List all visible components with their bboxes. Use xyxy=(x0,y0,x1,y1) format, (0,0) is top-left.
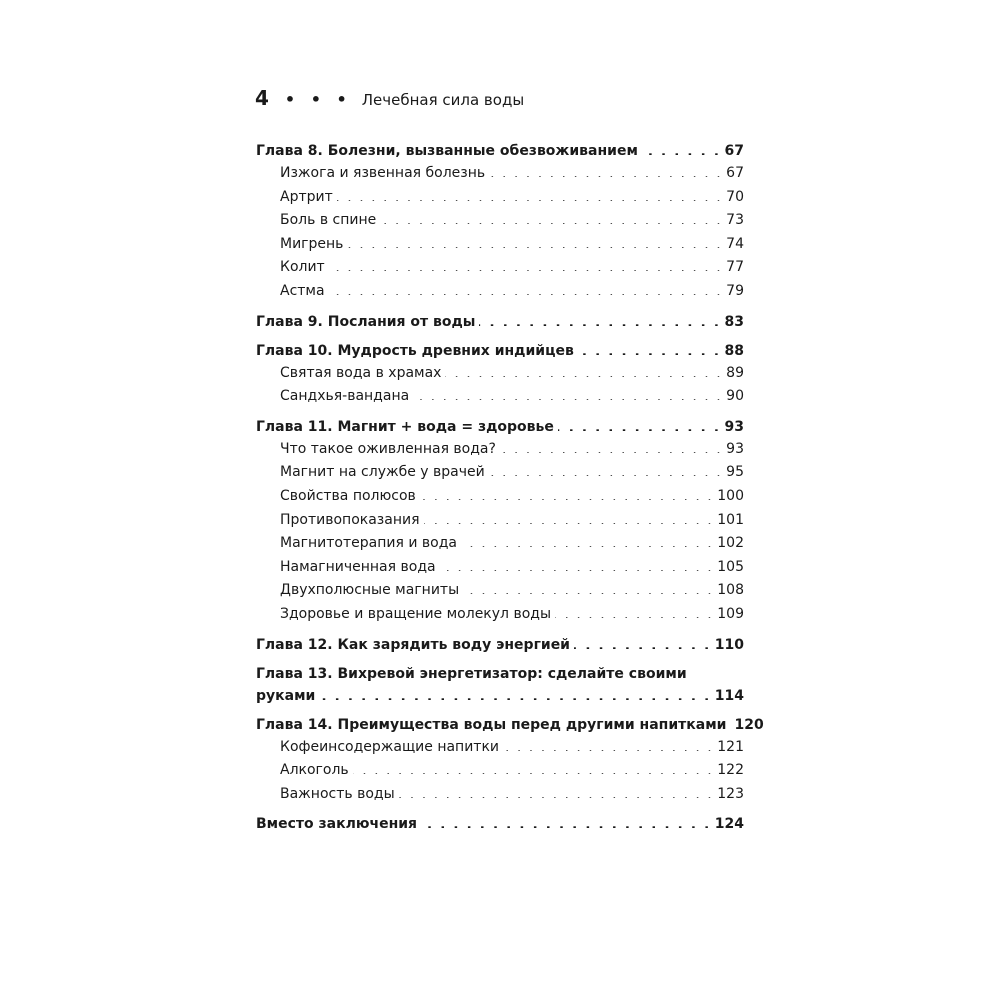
toc-entry-title: Магнитотерапия и вода xyxy=(280,535,457,552)
toc-entry-page: 67 xyxy=(726,165,744,181)
dot-leader xyxy=(503,737,713,751)
toc-entry-row xyxy=(256,416,744,438)
dot-leader xyxy=(337,187,722,201)
toc-entry-row xyxy=(280,759,744,783)
dot-leader xyxy=(424,510,714,524)
toc-entry-page: 79 xyxy=(726,282,744,299)
toc-entry-row xyxy=(280,162,744,186)
toc-entry-title: Глава 9. Послания от воды xyxy=(256,313,476,330)
toc-entry-title: Двухполюсные магниты xyxy=(280,582,460,599)
toc-chapter-entry xyxy=(256,813,744,835)
toc-entry-row xyxy=(280,438,744,462)
toc-chapter-entry xyxy=(256,416,744,438)
toc-entry-page: 73 xyxy=(726,212,744,229)
toc-entry-row xyxy=(256,340,744,362)
toc-chapter-entry xyxy=(256,634,744,656)
toc-entry-page: 77 xyxy=(726,259,744,276)
toc-entry-title: Глава 12. Как зарядить воду энергией xyxy=(256,636,570,653)
toc-entry-row xyxy=(256,714,764,736)
dot-leader xyxy=(445,363,722,377)
toc-entry-page: 121 xyxy=(717,738,744,755)
dot-leader xyxy=(380,210,722,224)
toc-entry-title: Свойства полюсов xyxy=(280,487,416,504)
toc-entry-page: 114 xyxy=(714,687,744,704)
toc-chapter-entry xyxy=(256,140,744,162)
toc-entry-title: руками xyxy=(256,687,316,704)
toc-section-entry xyxy=(256,256,744,280)
toc-entry-page: 67 xyxy=(724,143,744,159)
dot-leader xyxy=(413,386,722,400)
toc-entry-page: 108 xyxy=(717,582,744,599)
dot-leader xyxy=(555,604,713,618)
toc-entry-row xyxy=(256,140,744,162)
toc-entry-row xyxy=(280,485,744,509)
toc-entry-row xyxy=(256,813,744,835)
dot-leader xyxy=(440,557,714,571)
toc-entry-page: 95 xyxy=(726,464,744,481)
toc-entry-title: Сандхья-вандана xyxy=(280,388,410,405)
toc-entry-row xyxy=(280,256,744,280)
toc-entry-page: 123 xyxy=(717,785,744,802)
toc-entry-title: Что такое оживленная вода? xyxy=(280,440,496,457)
toc-entry-title: Мигрень xyxy=(280,235,344,252)
toc-entry-page: 93 xyxy=(726,440,744,457)
dot-leader xyxy=(347,234,722,248)
toc-section-entry xyxy=(256,736,744,760)
toc-entry-row xyxy=(280,461,744,485)
toc-entry-row xyxy=(280,532,744,556)
toc-entry-title: Глава 10. Мудрость древних индийцев xyxy=(256,342,574,359)
toc-section-entry xyxy=(256,233,744,257)
toc-entry-title: Здоровье и вращение молекул воды xyxy=(280,605,551,622)
dot-leader xyxy=(420,486,713,500)
toc-section-entry xyxy=(256,579,744,603)
toc-entry-row xyxy=(280,233,744,257)
toc-entry-title: Магнит на службе у врачей xyxy=(280,464,485,481)
toc-entry-title: Боль в спине xyxy=(280,212,377,229)
toc-entry-row xyxy=(280,579,744,603)
toc-entry-title: Глава 14. Преимущества воды перед другими напитками xyxy=(256,716,727,733)
toc-entry-page: 83 xyxy=(724,313,744,330)
toc-entry-page: 90 xyxy=(726,388,744,405)
toc-entry-title: Глава 8. Болезни, вызванные обезвоживанием xyxy=(256,143,638,159)
toc-entry-row xyxy=(256,634,744,656)
toc-entry-title: Алкоголь xyxy=(280,762,349,779)
toc-entry-page: 105 xyxy=(717,558,744,575)
toc-entry-row xyxy=(280,362,744,386)
toc-entry-page: 109 xyxy=(717,605,744,622)
toc-chapter-entry xyxy=(256,714,764,736)
toc-entry-page: 88 xyxy=(724,342,744,359)
toc-entry-title: Артрит xyxy=(280,188,333,205)
toc-entry-title: Изжога и язвенная болезнь xyxy=(280,165,486,181)
toc-entry-page: 124 xyxy=(714,816,744,833)
dot-leader xyxy=(329,281,723,295)
toc-section-entry xyxy=(256,603,744,627)
toc-entry-row xyxy=(280,186,744,210)
toc-entry-page: 122 xyxy=(717,762,744,779)
toc-chapter-entry xyxy=(256,340,744,362)
dot-leader xyxy=(489,163,722,177)
dot-leader xyxy=(421,814,711,828)
dot-leader xyxy=(642,141,721,155)
dot-leader xyxy=(329,257,722,271)
dot-leader xyxy=(399,784,714,798)
toc-section-entry xyxy=(256,280,744,304)
dot-leader xyxy=(463,580,713,594)
toc-entry-row xyxy=(256,685,744,707)
toc-section-entry xyxy=(256,485,744,509)
dot-leader xyxy=(479,312,720,326)
dot-leader xyxy=(489,462,722,476)
dot-leader xyxy=(578,341,721,355)
toc-entry-row xyxy=(280,509,744,533)
toc-chapter-entry xyxy=(256,311,744,333)
toc-section-entry xyxy=(256,532,744,556)
toc-entry-page: 120 xyxy=(734,716,764,733)
toc-entry-page: 70 xyxy=(726,188,744,205)
toc-entry-page: 93 xyxy=(724,418,744,435)
dot-leader xyxy=(500,439,722,453)
dot-leader xyxy=(574,635,711,649)
toc-section-entry xyxy=(256,186,744,210)
dot-leader xyxy=(319,686,710,700)
toc-entry-row xyxy=(280,280,744,304)
toc-entry-page: 101 xyxy=(717,511,744,528)
toc-entry-title: Кофеинсодержащие напитки xyxy=(280,738,500,755)
toc-entry-title: Колит xyxy=(280,259,325,276)
toc-entry-row xyxy=(280,556,744,580)
toc-entry-title: Противопоказания xyxy=(280,511,420,528)
toc-entry-title: Астма xyxy=(280,282,325,299)
toc-entry-page: 89 xyxy=(726,364,744,381)
toc-section-entry xyxy=(256,362,744,386)
toc-entry-title: Важность воды xyxy=(280,785,395,802)
toc-section-entry xyxy=(256,461,744,485)
running-header xyxy=(255,86,524,110)
dot-leader xyxy=(461,533,713,547)
toc-section-entry xyxy=(256,438,744,462)
toc-section-entry xyxy=(256,783,744,807)
table-of-contents xyxy=(256,140,764,835)
book-title: Лечебная сила воды xyxy=(361,91,525,109)
toc-entry-row xyxy=(280,209,744,233)
toc-section-entry xyxy=(256,162,744,186)
toc-entry-row xyxy=(256,311,744,333)
dot-leader xyxy=(353,760,714,774)
toc-section-entry xyxy=(256,556,744,580)
toc-entry-row xyxy=(280,603,744,627)
toc-entry-title: Намагниченная вода xyxy=(280,558,436,575)
page-number: 4 xyxy=(255,86,269,110)
toc-entry-title: Святая вода в храмах xyxy=(280,364,442,381)
toc-section-entry xyxy=(256,759,744,783)
toc-chapter-entry xyxy=(256,663,744,707)
toc-entry-title: Глава 11. Магнит + вода = здоровье xyxy=(256,418,554,435)
toc-entry-title: Вместо заключения xyxy=(256,816,418,833)
header-separator: • • • xyxy=(284,90,352,109)
toc-entry-page: 74 xyxy=(726,235,744,252)
toc-entry-page: 110 xyxy=(714,636,744,653)
toc-section-entry xyxy=(256,209,744,233)
toc-entry-title-line1: Глава 13. Вихревой энергетизатор: сделайте своими xyxy=(256,665,687,682)
toc-entry-row xyxy=(280,736,744,760)
toc-section-entry xyxy=(256,385,744,409)
toc-entry-page: 102 xyxy=(717,535,744,552)
toc-entry-row xyxy=(280,783,744,807)
toc-entry-row xyxy=(280,385,744,409)
toc-section-entry xyxy=(256,509,744,533)
dot-leader xyxy=(558,417,721,431)
toc-entry-page: 100 xyxy=(717,487,744,504)
